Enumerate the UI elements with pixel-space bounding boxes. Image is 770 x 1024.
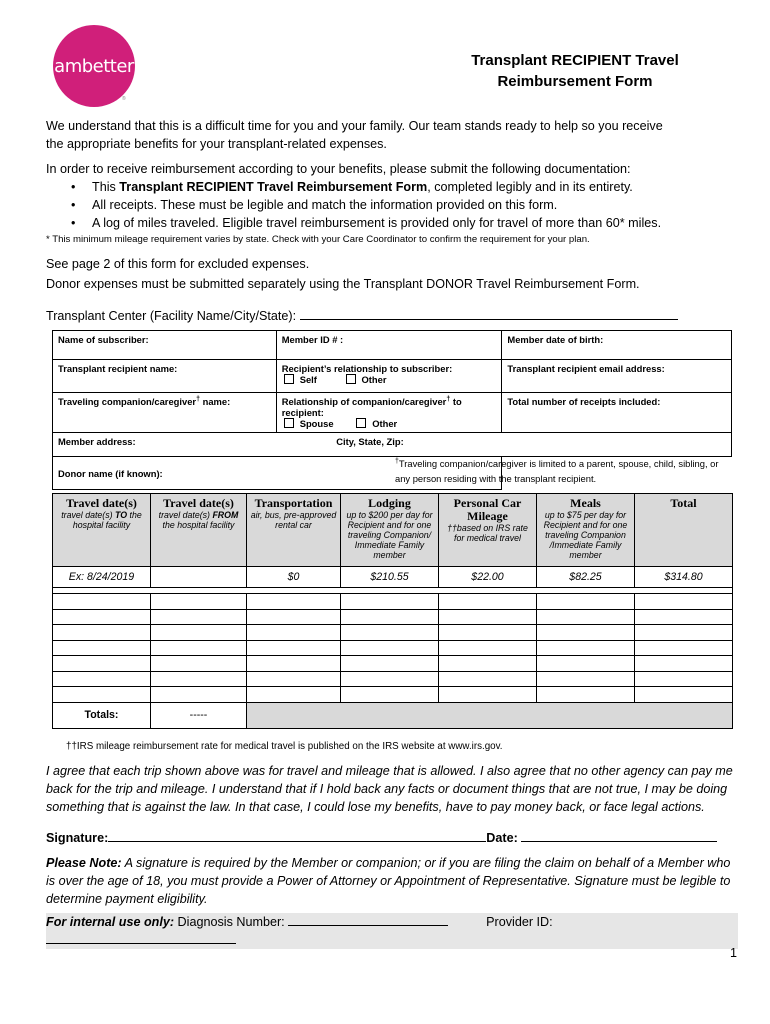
member-dob-field[interactable]: Member date of birth:: [502, 331, 732, 360]
travel-expense-table: [52, 493, 733, 729]
example-cell: $82.25: [537, 567, 635, 588]
member-address-field[interactable]: Member address:: [53, 433, 277, 457]
list-item: • All receipts. These must be legible and match the information provided on this form.: [46, 196, 736, 214]
recipient-email-field[interactable]: Transplant recipient email address:: [502, 360, 732, 393]
donor-note: Donor expenses must be submitted separately using the Transplant DONOR Travel Reimbursement Form.: [46, 277, 640, 291]
list-item: • A log of miles traveled. Eligible travel reimbursement is provided only for travel of more than 60* miles.: [46, 214, 736, 232]
header-transportation: Transportation air, bus, pre-approved rental car: [247, 494, 341, 567]
excluded-expenses-note: See page 2 of this form for excluded expenses.: [46, 257, 310, 271]
irs-note: ††IRS mileage reimbursement rate for medical travel is published on the IRS website at www.irs.gov.: [66, 741, 503, 752]
example-cell: Ex: 8/24/2019: [53, 567, 151, 588]
agreement-text: I agree that each trip shown above was for travel and mileage that is allowed. I also agree that no other agency can pay me back for the trip and mileage. I understand that if I hold back any facts or document things that are not true, I may be doing something that is against the law. In that case, I could lose my benefits, have to pay money back, or face legal actions.: [46, 764, 733, 814]
signature-label: Signature:: [46, 831, 109, 845]
internal-use-label: For internal use only:: [46, 915, 175, 929]
please-note-text: A signature is required by the Member or companion; or if you are filing the claim on behalf of a Member who is over the age of 18, you must provide a Power of Attorney or Appointment of Representative. Signature must be legible to determine payment eligibility.: [46, 856, 731, 906]
example-cell: $210.55: [341, 567, 439, 588]
date-input[interactable]: [521, 829, 717, 842]
registered-mark: ®: [122, 96, 126, 102]
totals-shaded: [247, 702, 733, 728]
signature-input[interactable]: [108, 829, 486, 842]
donor-name-field[interactable]: Donor name (if known):: [53, 457, 502, 490]
example-cell: $22.00: [439, 567, 537, 588]
other-companion-checkbox[interactable]: [356, 418, 366, 428]
table-row[interactable]: [53, 609, 733, 625]
table-row[interactable]: [53, 640, 733, 656]
totals-dash: -----: [151, 702, 247, 728]
logo-text: ambetter: [54, 55, 134, 77]
diagnosis-label: Diagnosis Number:: [174, 915, 289, 929]
table-row[interactable]: [53, 656, 733, 672]
form-title: [440, 50, 710, 92]
example-cell: $0: [247, 567, 341, 588]
relationship-field: Recipient’s relationship to subscriber: Self Other: [276, 360, 502, 393]
companion-limit-note: †Traveling companion/caregiver is limited to a parent, spouse, child, sibling, or any person residing with the transplant recipient.: [395, 458, 719, 485]
please-note-label: Please Note:: [46, 856, 122, 870]
example-row: [53, 567, 733, 588]
subscriber-name-field[interactable]: Name of subscriber:: [53, 331, 277, 360]
ambetter-logo: [53, 25, 135, 107]
provider-label: Provider ID:: [486, 915, 553, 929]
mileage-footnote: * This minimum mileage requirement varies by state. Check with your Care Coordinator to confirm the requirement for your plan.: [46, 234, 590, 245]
provider-input[interactable]: [46, 931, 236, 944]
header-mileage: Personal Car Mileage ††based on IRS rate for medical travel: [439, 494, 537, 567]
header-total: Total: [635, 494, 733, 567]
header-meals: Meals up to $75 per day for Recipient and for one traveling Companion /Immediate Family member: [537, 494, 635, 567]
signature-row: [46, 829, 736, 847]
intro-paragraph: We understand that this is a difficult time for you and your family. Our team stands ready to help so you receive the appropriate benefits for your transplant-related expenses.: [46, 119, 663, 151]
table-row[interactable]: [53, 687, 733, 703]
transplant-center-label: Transplant Center (Facility Name/City/State):: [46, 309, 300, 323]
totals-label: Totals:: [53, 702, 151, 728]
date-label: Date:: [486, 831, 522, 845]
self-checkbox[interactable]: [284, 374, 294, 384]
example-cell: [151, 567, 247, 588]
header-travel-from: Travel date(s) travel date(s) FROM the hospital facility: [151, 494, 247, 567]
table-row[interactable]: [53, 671, 733, 687]
companion-name-field[interactable]: Traveling companion/caregiver† name:: [53, 393, 277, 433]
recipient-name-field[interactable]: Transplant recipient name:: [53, 360, 277, 393]
internal-use-row: [46, 913, 738, 949]
transplant-center-input[interactable]: [300, 306, 678, 320]
title-line2: Reimbursement Form: [497, 73, 653, 90]
table-header-row: [53, 494, 733, 567]
documentation-list: [46, 178, 736, 232]
member-id-field[interactable]: Member ID # :: [276, 331, 502, 360]
header-travel-to: Travel date(s) travel date(s) TO the hospital facility: [53, 494, 151, 567]
spouse-checkbox[interactable]: [284, 418, 294, 428]
totals-row: [53, 702, 733, 728]
other-checkbox[interactable]: [346, 374, 356, 384]
list-item: • This Transplant RECIPIENT Travel Reimbursement Form, completed legibly and in its entirety.: [46, 178, 736, 196]
header-lodging: Lodging up to $200 per day for Recipient and for one traveling Companion/ Immediate Family member: [341, 494, 439, 567]
city-state-zip-field[interactable]: City, State, Zip:: [276, 433, 731, 457]
please-note: [46, 854, 736, 908]
documentation-section: [46, 160, 736, 232]
diagnosis-input[interactable]: [288, 913, 448, 926]
page-number: 1: [730, 946, 738, 960]
title-line1: Transplant RECIPIENT Travel: [471, 52, 679, 69]
table-row[interactable]: [53, 594, 733, 610]
companion-relationship-field: Relationship of companion/caregiver† to recipient: Spouse Other: [276, 393, 502, 433]
receipts-count-field[interactable]: Total number of receipts included:: [502, 393, 732, 433]
example-cell: $314.80: [635, 567, 733, 588]
table-row[interactable]: [53, 625, 733, 641]
documentation-intro: In order to receive reimbursement according to your benefits, please submit the following documentation:: [46, 162, 631, 176]
transplant-center-field: [46, 306, 726, 325]
